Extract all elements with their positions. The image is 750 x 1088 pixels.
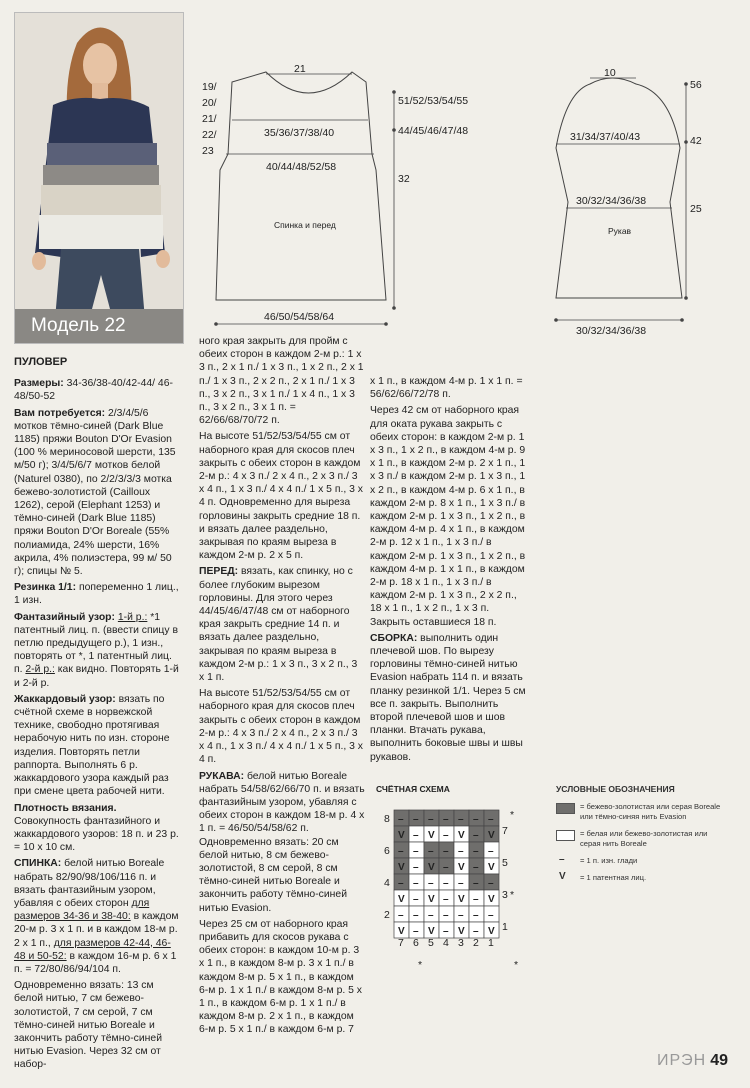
- svg-text:7: 7: [398, 937, 404, 949]
- chart-cell-symbol: –: [428, 846, 434, 857]
- sleeve-top: 10: [604, 67, 616, 79]
- depth-label-5: 23: [202, 145, 214, 157]
- chart-cell-symbol: V: [488, 926, 495, 937]
- depth-label-1: 19/: [202, 81, 217, 93]
- knit-symbol: V: [559, 871, 566, 882]
- chart-cell-symbol: –: [443, 878, 449, 889]
- sleeve-h-increase: 25: [690, 203, 702, 215]
- model-label: Модель 22: [15, 309, 183, 343]
- chart-cell-symbol: V: [458, 926, 465, 937]
- svg-text:7: 7: [502, 825, 508, 837]
- body-label: Спинка и перед: [274, 220, 336, 230]
- magazine-name: ИРЭН: [656, 1052, 707, 1069]
- sleeve-cap-para: Через 42 см от наборного края для оката рукава закрыть с обеих сторон: в каждом 2-м р. 1 х 3 п., 1 х 2 п., в каждом 4-м р. 9 х 1 п., в каждом 2-м р. 2 х 1 п., 1 х 3 п./ в каждом 2-м р. 1 х 3 п., 1 х 2 п., в каждом 4-м р. 6 х 1 п., в каждом 2-м р. 8 х 1 п., 1 х 3 п./ в каждом 2-м р. 1 х 3 п., 1 х 2 п., в каждом 4-м р. 4 х 1 п., в каждом 2-м р. 12 х 1 п., 1 х 3 п./ в каждом 2-м р. 1 х 3 п., 1 х 2 п., в каждом 4-м р. 1 х 1 п., в каждом 2-м р. 18 х 1 п., 1 х 3 п./ в каждом 2-м р. 1 х 3 п., 2 х 2 п., 18 х 1 п., 1 х 2 п., 1 х 3 п. Закрыть оставшиеся 18 п.: [370, 405, 526, 628]
- chart-cell-symbol: –: [398, 910, 404, 921]
- chart-cell-symbol: –: [488, 846, 494, 857]
- chart-star-bottom-right: *: [514, 959, 519, 971]
- chart-cell-symbol: –: [473, 862, 479, 873]
- height-total: 51/52/53/54/55: [398, 95, 469, 107]
- pattern-title: ПУЛОВЕР: [14, 356, 68, 368]
- chart-cell-symbol: –: [398, 814, 404, 825]
- legend-knit: V = 1 патентная лиц.: [559, 871, 647, 882]
- armhole-para: ного края закрыть для пройм с обеих сторон в каждом 2-м р.: 1 х 3 п., 2 х 1 п./ 1 х 3 п., 1 х 2 п., 2 х 1 п./ 1 х 3 п., 2 х 2 п., 2 х 1 п./ 1 х 3 п., 3 х 2 п., 3 х 1 п./ 1 х 4 п., 1 х 3 п., 3 х 2 п., 3 х 1 п. = 62/66/68/70/72 п.: [199, 336, 364, 427]
- chart-cell-symbol: –: [413, 814, 419, 825]
- svg-text:3: 3: [458, 937, 464, 949]
- assembly-para: СБОРКА: выполнить один плечевой шов. По вырезу горловины тёмно-синей нитью Evasion набрать 114 п. и вязать планку резинкой 1/1. Через 5 см все п. закрыть. Выполнить второй плечевой шов и шов планки. Втачать рукава, выполнить боковые швы и швы рукавов.: [370, 632, 526, 763]
- chest-width: 40/44/48/52/58: [266, 161, 337, 173]
- svg-text:8: 8: [384, 813, 390, 825]
- chart-cell-symbol: V: [428, 862, 435, 873]
- text-column-3: [370, 375, 530, 767]
- chart-cell-symbol: –: [473, 894, 479, 905]
- model-photo: [14, 12, 184, 344]
- chart-cell-symbol: –: [428, 878, 434, 889]
- svg-text:5: 5: [502, 857, 508, 869]
- shoulder-para: На высоте 51/52/53/54/55 см от наборного края для скосов плеч закрыть с обеих сторон в каждом 2-м р.: 4 х 3 п./ 2 х 4 п., 2 х 3 п./ 3 х 4 п., 1 х 3 п./ 4 х 4 п./ 1 х 5 п., 3 х 4 п. Одновременно для выреза горловины закрыть средние 18 п. и вязать далее раздельно, закрывая по краям выреза в каждом 2-м р. 2 х 5 п.: [199, 431, 363, 562]
- svg-text:1: 1: [488, 937, 494, 949]
- chart-cell-symbol: –: [413, 910, 419, 921]
- chart-star-row3: *: [510, 889, 515, 901]
- chart-legend: [556, 784, 726, 890]
- chart-cell-symbol: –: [443, 910, 449, 921]
- chart-cell-symbol: –: [428, 910, 434, 921]
- text-column-1: [14, 356, 182, 1075]
- chart-cell-symbol: –: [458, 910, 464, 921]
- purl-symbol: –: [559, 854, 565, 865]
- chart-cell-symbol: V: [398, 894, 405, 905]
- chart-cell-symbol: –: [443, 814, 449, 825]
- front-para: ПЕРЕД: вязать, как спинку, но с более глубоким вырезом горловины. Для этого через 44/45/46/47/48 см от наборного края закрыть средние 14 п. и вязать далее раздельно, закрывая по краям выреза в каждом 2-м р.: 1 х 3 п., 3 х 2 п., 3 х 1 п.: [199, 566, 358, 684]
- svg-text:6: 6: [384, 845, 390, 857]
- shoulder-width: 35/36/37/38/40: [264, 127, 335, 139]
- fancy-para: Фантазийный узор: 1-й р.: *1 патентный лиц. п. (ввести спицу в петлю предыдущего р.), 1 изн., повторять от *, 1 патентный лиц. п. 2-й р.: как видно. Повторять 1-й и 2-й р.: [14, 611, 179, 689]
- svg-text:4: 4: [384, 877, 390, 889]
- hem-width: 46/50/54/58/64: [264, 311, 335, 323]
- svg-text:5: 5: [428, 937, 434, 949]
- chart-cell-symbol: V: [488, 862, 495, 873]
- legend-dark: = бежево-золотистая или серая Boreale или тёмно-синяя нить Evasion: [556, 802, 726, 822]
- jacquard-para: Жаккардовый узор: вязать по счётной схеме в норвежской технике, свободно протягивая нерабочую нить по изн. стороне изделия. Повторять петли раппорта. Выполнять 6 р. жаккардового узора каждый раз при смене цвета рабочей нити.: [14, 693, 170, 798]
- counting-chart: [376, 800, 526, 980]
- svg-text:3: 3: [502, 889, 508, 901]
- chart-cell-symbol: –: [458, 846, 464, 857]
- chart-cell-symbol: V: [398, 862, 405, 873]
- chart-cell-symbol: –: [488, 814, 494, 825]
- chart-cell-symbol: V: [428, 830, 435, 841]
- chart-cell-symbol: V: [458, 862, 465, 873]
- svg-text:2: 2: [384, 909, 390, 921]
- sleeve-increase-para: Через 25 см от наборного края прибавить для скосов рукава с обеих сторон: в каждом 10-м р. 3 х 1 п., в каждом 8-м р. 3 х 1 п./ в каждом 8-м р. 5 х 1 п., в каждом 6-м р. 1 х 1 п./ в каждом 8-м р. 5 х 1 п., в каждом 6-м р. 1 х 1 п./ в каждом 8-м р. 2 х 1 п., в каждом 6-м р. 5 х 1 п./ в каждом 6-м р. 7: [199, 918, 362, 1036]
- chart-title: СЧЁТНАЯ СХЕМА: [376, 784, 450, 794]
- page-footer: [657, 1052, 728, 1070]
- chart-cell-symbol: V: [488, 894, 495, 905]
- chart-cell-symbol: –: [458, 878, 464, 889]
- sleeve-h-total: 56: [690, 79, 702, 91]
- sleeve-width-top: 31/34/37/40/43: [570, 131, 641, 143]
- svg-text:4: 4: [443, 937, 449, 949]
- chart-cell-symbol: –: [413, 830, 419, 841]
- chart-cell-symbol: –: [398, 878, 404, 889]
- chart-row-numbers-left: [384, 813, 390, 921]
- chart-cell-symbol: V: [398, 830, 405, 841]
- depth-label-3: 21/: [202, 113, 217, 125]
- materials-para: Вам потребуется: 2/3/4/5/6 мотков тёмно-синей (Dark Blue 1185) пряжи Bouton D'Or Evasion (100 % мериносовой шерсти, 135 м/50 г); 3/4/5/6/7 мотков белой (Naturel 0380), по 2/2/3/3/3 мотка бежево-золотистой (Cailloux 1262), серой (Elephant 1253) и тёмно-синей (Dark Blue 1185) пряжи Bouton D'Or Boreale (55% полиамида, 24% шерсти, 16% акрила, 4% полиэстера, 99 м/ 50 г); спицы № 5.: [14, 407, 176, 578]
- back-para-2: Одновременно вязать: 13 см белой нитью, 7 см бежево-золотистой, 7 см серой, 7 см тёмно-синей нитью Boreale и закончить работу тёмно-синей нитью Evasion. Через 32 см от набор-: [14, 980, 162, 1071]
- chart-cell-symbol: V: [458, 894, 465, 905]
- chart-cell-symbol: –: [488, 910, 494, 921]
- text-column-2: [199, 335, 365, 1040]
- chart-cell-symbol: V: [428, 894, 435, 905]
- chart-row-numbers-right: [502, 825, 508, 933]
- sleeves-para: РУКАВА: белой нитью Boreale набрать 54/58/62/66/70 п. и вязать фантазийным узором, убавляя с обеих сторон в каждом 18-м р. 4 х 1 п. = 46/50/54/58/62 п. Одновременно вязать: 20 см белой нитью, 8 см бежево-золотистой, 8 см серой, 8 см тёмно-синей нитью Boreale и закончить работу тёмно-синей нитью Evasion.: [199, 770, 365, 914]
- back-para: СПИНКА: белой нитью Boreale набрать 82/90/98/106/116 п. и вязать фантазийным узором, убавляя с обеих сторон для размеров 34-36 и 38-40: в каждом 20-м р. 3 х 1 п. и в каждом 18-м р. 2 х 1 п., для размеров 42-44, 46-48 и 50-52: в каждом 16-м р. 6 х 1 п. = 72/80/86/94/104 п.: [14, 858, 179, 975]
- dark-swatch: [556, 803, 575, 814]
- chart-cell-symbol: –: [413, 846, 419, 857]
- sleeve-label: Рукав: [608, 226, 632, 236]
- sleeve-h-cap: 42: [690, 135, 702, 147]
- chart-cell-symbol: –: [413, 862, 419, 873]
- legend-light: = белая или бежево-золотистая или серая нить Boreale: [556, 829, 726, 849]
- body-schematic: [198, 62, 488, 332]
- chart-star-top: *: [510, 809, 515, 821]
- chart-cell-symbol: –: [443, 830, 449, 841]
- chart-grid: [394, 810, 499, 938]
- chart-cell-symbol: –: [443, 894, 449, 905]
- chart-cell-symbol: –: [413, 894, 419, 905]
- chart-cell-symbol: –: [473, 926, 479, 937]
- chart-cell-symbol: –: [443, 926, 449, 937]
- chart-cell-symbol: –: [473, 910, 479, 921]
- rib-para: Резинка 1/1: попеременно 1 лиц., 1 изн.: [14, 582, 179, 607]
- neck-width: 21: [294, 63, 306, 75]
- chart-cell-symbol: V: [398, 926, 405, 937]
- svg-text:2: 2: [473, 937, 479, 949]
- chart-star-bottom-left: *: [418, 959, 423, 971]
- svg-text:6: 6: [413, 937, 419, 949]
- chart-cell-symbol: –: [443, 846, 449, 857]
- chart-cell-symbol: V: [458, 830, 465, 841]
- chart-cell-symbol: –: [413, 926, 419, 937]
- sizes-para: Размеры: 34-36/38-40/42-44/ 46-48/50-52: [14, 378, 173, 403]
- chart-cell-symbol: –: [473, 830, 479, 841]
- chart-cell-symbol: –: [443, 862, 449, 873]
- light-swatch: [556, 830, 575, 841]
- svg-text:1: 1: [502, 921, 508, 933]
- chart-cell-symbol: –: [473, 878, 479, 889]
- legend-purl: – = 1 п. изн. глади: [559, 854, 638, 865]
- sleeve-count-para: х 1 п., в каждом 4-м р. 1 х 1 п. = 56/62/66/72/78 п.: [370, 376, 523, 401]
- model-illustration: [15, 13, 183, 343]
- depth-label-2: 20/: [202, 97, 217, 109]
- sleeve-schematic: [540, 62, 740, 342]
- chart-cell-symbol: –: [488, 878, 494, 889]
- chart-cell-symbol: –: [428, 814, 434, 825]
- chart-cell-symbol: V: [428, 926, 435, 937]
- chart-cell-symbol: –: [473, 846, 479, 857]
- chart-cell-symbol: V: [488, 830, 495, 841]
- sleeve-width-mid: 30/32/34/36/38: [576, 195, 647, 207]
- chart-cell-symbol: –: [398, 846, 404, 857]
- sleeve-cuff: 30/32/34/36/38: [576, 325, 647, 337]
- depth-label-4: 22/: [202, 129, 217, 141]
- density-para: Плотность вязания. Совокупность фантазийного и жаккардового узоров: 18 п. и 23 р. = 10 х 10 см.: [14, 802, 179, 854]
- height-armhole: 32: [398, 173, 410, 185]
- chart-cell-symbol: –: [413, 878, 419, 889]
- height-neck: 44/45/46/47/48: [398, 125, 469, 137]
- chart-cell-symbol: –: [473, 814, 479, 825]
- chart-cell-symbol: –: [458, 814, 464, 825]
- page-number: 49: [710, 1052, 728, 1069]
- front-shoulder-para: На высоте 51/52/53/54/55 см от наборного края для скосов плеч закрыть с обеих сторон в каждом 2-м р.: 4 х 3 п./ 2 х 4 п., 2 х 3 п./ 3 х 4 п., 1 х 3 п./ 4 х 4 п./ 1 х 5 п., 3 х 4 п.: [199, 688, 363, 766]
- chart-col-numbers: [398, 937, 494, 949]
- legend-title: УСЛОВНЫЕ ОБОЗНАЧЕНИЯ: [556, 784, 675, 794]
